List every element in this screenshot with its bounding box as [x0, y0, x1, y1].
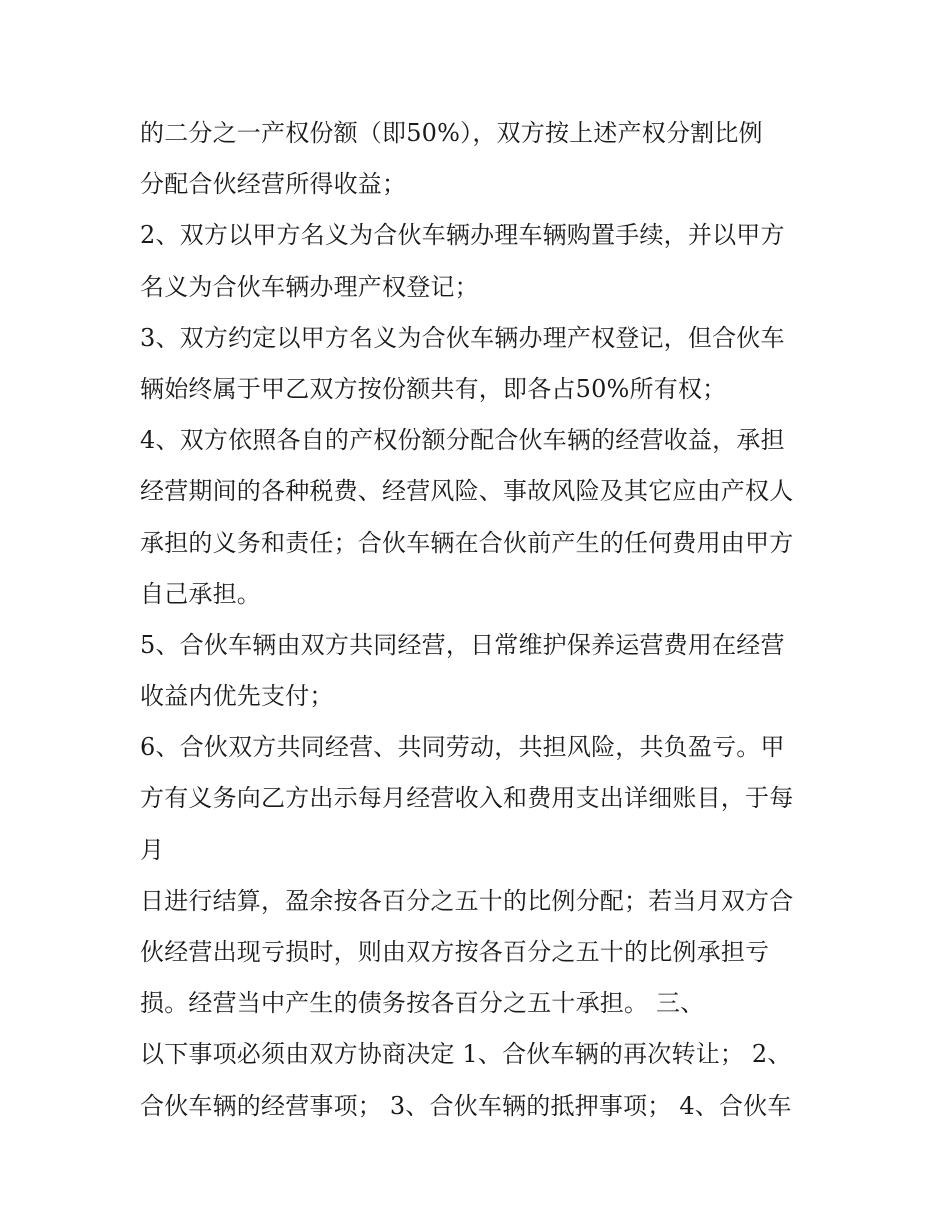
text-line: 损。经营当中产生的债务按各百分之五十承担。 三、 [140, 989, 705, 1018]
text-line: 伙经营出现亏损时，则由双方按各百分之五十的比例承担亏 [140, 938, 770, 966]
text-line: 名义为合伙车辆办理产权登记； [140, 272, 479, 301]
text-line: 方有义务向乙方出示每月经营收入和费用支出详细账目，于每 [140, 784, 794, 813]
document-body [140, 108, 840, 1132]
text-line: 日进行结算，盈余按各百分之五十的比例分配；若当月双方合 [140, 886, 794, 915]
text-line: 月 [140, 835, 165, 864]
text-line: 2、双方以甲方名义为合伙车辆办理车辆购置手续，并以甲方 [140, 221, 785, 250]
text-line: 6、合伙双方共同经营、共同劳动，共担风险，共负盈亏。甲 [140, 733, 785, 762]
text-line: 分配合伙经营所得收益； [140, 170, 407, 199]
text-line: 的二分之一产权份额（即50%），双方按上述产权分割比例 [140, 119, 763, 147]
text-line: 经营期间的各种税费、经营风险、事故风险及其它应由产权人 [140, 477, 794, 506]
text-line: 合伙车辆的经营事项； 3、合伙车辆的抵押事项； 4、合伙车 [140, 1091, 792, 1120]
text-line: 辆始终属于甲乙双方按份额共有，即各占50%所有权； [140, 374, 727, 403]
text-line: 自己承担。 [140, 579, 261, 608]
text-line: 收益内优先支付； [140, 682, 334, 711]
text-line: 5、合伙车辆由双方共同经营，日常维护保养运营费用在经营 [140, 630, 785, 659]
text-line: 承担的义务和责任；合伙车辆在合伙前产生的任何费用由甲方 [140, 528, 794, 557]
text-line: 4、双方依照各自的产权份额分配合伙车辆的经营收益，承担 [140, 426, 785, 455]
text-line: 3、双方约定以甲方名义为合伙车辆办理产权登记，但合伙车 [140, 323, 785, 352]
text-line: 以下事项必须由双方协商决定 1、合伙车辆的再次转让； 2、 [140, 1040, 792, 1069]
